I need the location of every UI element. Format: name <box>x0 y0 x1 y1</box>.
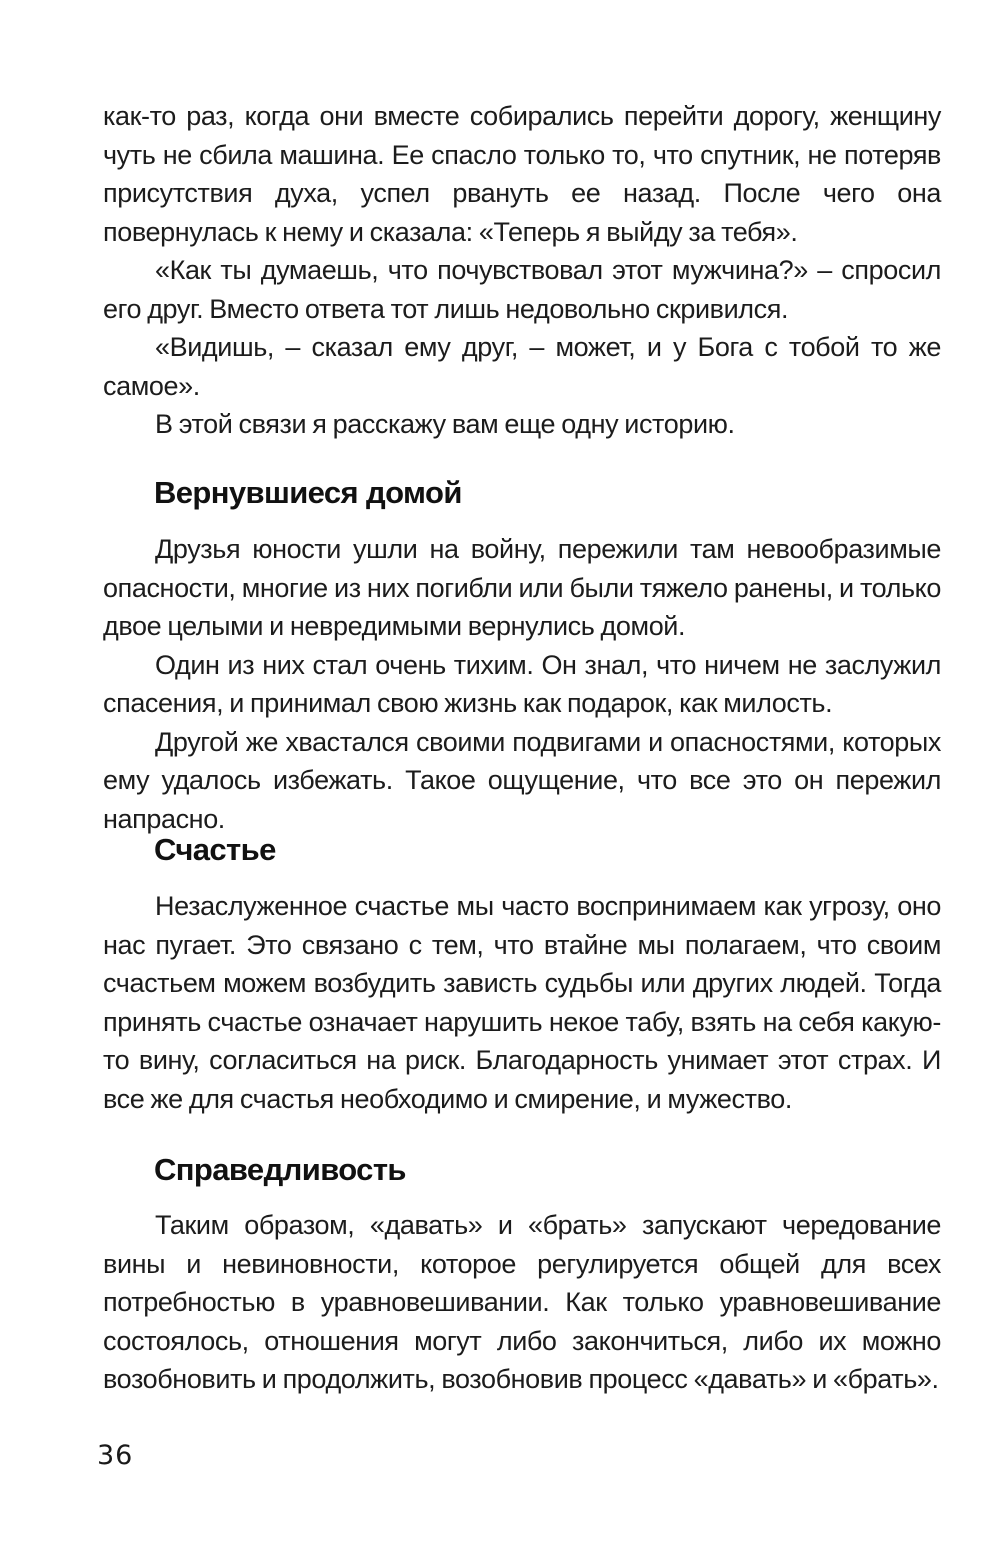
paragraph: «Как ты думаешь, что почувствовал этот мужчина?» – спросил его друг. Вместо ответа тот лишь недовольно скривился. <box>103 255 941 324</box>
section-heading-returned-home: Вернувшиеся домой <box>154 475 462 510</box>
section-text-happiness <box>103 887 941 1118</box>
section-text-justice <box>103 1206 941 1399</box>
intro-text <box>103 97 941 444</box>
paragraph: В этой связи я расскажу вам еще одну историю. <box>155 409 735 439</box>
paragraph: Таким образом, «давать» и «брать» запускают чередование вины и невиновности, которое регулируется общей для всех потребностью в уравновешивании. Как только уравновешивание состоялось, отношения могут либо закончиться, либо их можно возобновить и продолжить, возобновив процесс «давать» и «брать». <box>103 1210 941 1394</box>
section-text-returned-home <box>103 530 941 838</box>
page-number: 36 <box>97 1440 134 1471</box>
paragraph: как-то раз, когда они вместе собирались перейти дорогу, женщину чуть не сбила машина. Ее спасло только то, что спутник, не потеряв присутствия духа, успел рвануть ее назад. После чего она повернулась к нему и сказала: «Теперь я выйду за тебя». <box>103 101 941 247</box>
paragraph: «Видишь, – сказал ему друг, – может, и у Бога с тобой то же самое». <box>103 332 941 401</box>
paragraph: Незаслуженное счастье мы часто воспринимаем как угрозу, оно нас пугает. Это связано с тем, что втайне мы полагаем, что своим счастьем можем возбудить зависть судьбы или других людей. Тогда принять счастье означает нарушить некое табу, взять на себя какую-то вину, согласиться на риск. Благодарность унимает этот страх. И все же для счастья необходимо и смирение, и мужество. <box>103 891 941 1114</box>
section-heading-happiness: Счастье <box>154 832 276 867</box>
paragraph: Другой же хвастался своими подвигами и опасностями, которых ему удалось избежать. Такое ощущение, что все это он пережил напрасно. <box>103 726 941 834</box>
paragraph: Друзья юности ушли на войну, пережили там невообразимые опасности, многие из них погибли или были тяжело ранены, и только двое целыми и невредимыми вернулись домой. <box>103 534 941 641</box>
section-heading-justice: Справедливость <box>154 1152 406 1187</box>
paragraph: Один из них стал очень тихим. Он знал, что ничем не заслужил спасения, и принимал свою жизнь как подарок, как милость. <box>103 649 941 718</box>
